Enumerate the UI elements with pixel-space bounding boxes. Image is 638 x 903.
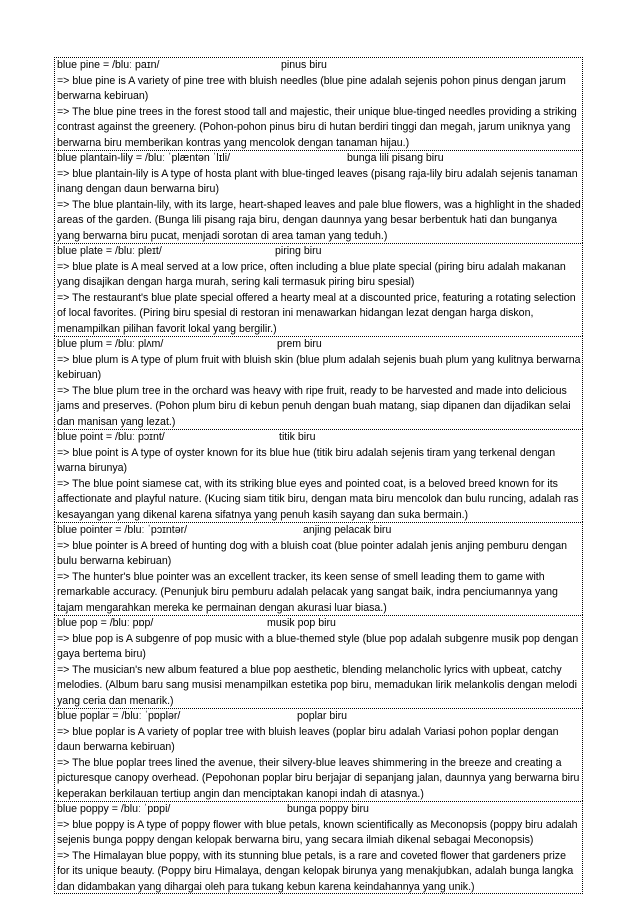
entry-heading bbox=[57, 58, 581, 74]
entry-heading bbox=[57, 616, 581, 632]
entry-example: => The blue plantain-lily, with its large, heart-shaped leaves and pale blue flowers, was a highlight in the shaded areas of the garden. (Bunga lili pisang raja biru, dengan daunnya yang besar berbentuk hati dan bunganya yang berwarna biru pucat, menjadi sorotan di area taman yang teduh.) bbox=[57, 198, 581, 242]
entry-definition: => blue plate is A meal served at a low price, often including a blue plate special (piring biru adalah makanan yang disajikan dengan harga murah, sering kali termasuk piring biru spesial) bbox=[57, 260, 566, 288]
entry-definition: => blue point is A type of oyster known for its blue hue (titik biru adalah sejenis tiram yang terkenal dengan warna birunya) bbox=[57, 446, 556, 474]
entry-term: blue plum = /bluː plʌm/ bbox=[57, 338, 164, 350]
entry-example: => The blue plum tree in the orchard was heavy with ripe fruit, ready to be harvested and made into delicious jams and preserves. (Pohon plum biru di kebun penuh dengan buah matang, siap dipanen dan dijadikan selai dan manisan yang lezat.) bbox=[57, 384, 571, 428]
glossary-entry bbox=[54, 429, 583, 522]
entry-translation: bunga lili pisang biru bbox=[347, 152, 444, 164]
entry-example: => The musician's new album featured a blue pop aesthetic, blending melancholic lyrics with upbeat, catchy melodies. (Album baru sang musisi menampilkan estetika pop biru, memadukan lirik melankolis dengan melodi yang ceria dan menarik.) bbox=[57, 663, 577, 707]
glossary-entry bbox=[54, 150, 583, 243]
entry-term: blue plantain-lily = /bluː ˈplæntən ˈlɪli/ bbox=[57, 152, 231, 164]
entry-translation: musik pop biru bbox=[267, 617, 336, 629]
entry-translation: poplar biru bbox=[297, 710, 348, 722]
entry-term: blue pine = /bluː paɪn/ bbox=[57, 59, 160, 71]
glossary-entry bbox=[54, 243, 583, 336]
entry-definition: => blue plantain-lily is A type of hosta plant with blue-tinged leaves (pisang raja-lily biru adalah sejenis tanaman inang dengan daun berwarna biru) bbox=[57, 167, 578, 195]
entry-heading bbox=[57, 802, 581, 818]
glossary-entry bbox=[54, 522, 583, 615]
entry-term: blue pop = /bluː pɒp/ bbox=[57, 617, 154, 629]
entry-example: => The blue pine trees in the forest stood tall and majestic, their unique blue-tinged needles providing a striking contrast against the greenery. (Pohon-pohon pinus biru di hutan berdiri tinggi dan megah, jarum uniknya yang berwarna biru memberikan kontras yang mencolok dengan tanaman hijau.) bbox=[57, 105, 577, 149]
glossary-entry bbox=[54, 615, 583, 708]
entry-translation: anjing pelacak biru bbox=[303, 524, 392, 536]
entry-term: blue point = /bluː pɔɪnt/ bbox=[57, 431, 165, 443]
entry-definition: => blue pointer is A breed of hunting dog with a bluish coat (blue pointer adalah jenis anjing pemburu dengan bulu berwarna kebiruan) bbox=[57, 539, 568, 567]
entry-definition: => blue pop is A subgenre of pop music with a blue-themed style (blue pop adalah subgenre musik pop dengan gaya bertema biru) bbox=[57, 632, 579, 660]
entry-term: blue plate = /bluː pleɪt/ bbox=[57, 245, 162, 257]
entry-term: blue poppy = /bluː ˈpɒpi/ bbox=[57, 803, 171, 815]
entry-example: => The restaurant's blue plate special offered a hearty meal at a discounted price, featuring a rotating selection of local favorites. (Piring biru spesial di restoran ini menawarkan hidangan lezat dengan harga diskon, menampilkan pilihan favorit lokal yang bergilir.) bbox=[57, 291, 576, 335]
entry-example: => The Himalayan blue poppy, with its stunning blue petals, is a rare and coveted flower that gardeners prize for its unique beauty. (Poppy biru Himalaya, dengan kelopak birunya yang menakjubkan, adalah bunga langka dan didambakan yang dihargai oleh para tukang kebun karena keindahannya yang unik.) bbox=[57, 849, 574, 893]
entry-example: => The blue point siamese cat, with its striking blue eyes and pointed coat, is a beloved breed known for its affectionate and playful nature. (Kucing siam titik biru, dengan mata biru mencolok dan bulu runcing, adalah ras kesayangan yang dikenal karena sifatnya yang penuh kasih sayang dan suka bermain.) bbox=[57, 477, 579, 521]
entry-example: => The blue poplar trees lined the avenue, their silvery-blue leaves shimmering in the breeze and creating a picturesque canopy overhead. (Pepohonan poplar biru berjajar di sepanjang jalan, daunnya yang berwarna biru keperakan berkilauan tertiup angin dan menciptakan kanopi indah di atasnya.) bbox=[57, 756, 580, 800]
entry-heading bbox=[57, 523, 581, 539]
entry-translation: piring biru bbox=[275, 245, 322, 257]
entry-definition: => blue plum is A type of plum fruit with bluish skin (blue plum adalah sejenis buah plum yang kulitnya berwarna kebiruan) bbox=[57, 353, 581, 381]
entry-translation: titik biru bbox=[279, 431, 316, 443]
entry-definition: => blue poplar is A variety of poplar tree with bluish leaves (poplar biru adalah Variasi pohon poplar dengan daun berwarna kebiruan) bbox=[57, 725, 559, 753]
entry-term: blue poplar = /bluː ˈpɒplər/ bbox=[57, 710, 181, 722]
glossary-entry bbox=[54, 801, 583, 894]
entry-translation: prem biru bbox=[277, 338, 322, 350]
entry-example: => The hunter's blue pointer was an excellent tracker, its keen sense of smell leading them to game with remarkable accuracy. (Penunjuk biru pemburu adalah pelacak yang sangat baik, indra penciumannya yang tajam mengarahkan mereka ke permainan dengan akurasi luar biasa.) bbox=[57, 570, 558, 614]
glossary-entry bbox=[54, 708, 583, 801]
entry-heading bbox=[57, 430, 581, 446]
entry-term: blue pointer = /bluː ˈpɔɪntər/ bbox=[57, 524, 188, 536]
entry-definition: => blue pine is A variety of pine tree with bluish needles (blue pine adalah sejenis pohon pinus dengan jarum berwarna kebiruan) bbox=[57, 74, 566, 102]
entry-translation: bunga poppy biru bbox=[287, 803, 369, 815]
entry-heading bbox=[57, 244, 581, 260]
entry-definition: => blue poppy is A type of poppy flower with blue petals, known scientifically as Meconopsis (poppy biru adalah sejenis bunga poppy dengan kelopak berwarna biru, yang secara ilmiah dikenal sebagai Meconopsis) bbox=[57, 818, 578, 846]
entry-heading bbox=[57, 709, 581, 725]
entry-translation: pinus biru bbox=[281, 59, 327, 71]
entry-heading bbox=[57, 151, 581, 167]
glossary-entry bbox=[54, 336, 583, 429]
glossary-page bbox=[54, 57, 583, 894]
entry-heading bbox=[57, 337, 581, 353]
glossary-entry bbox=[54, 57, 583, 150]
